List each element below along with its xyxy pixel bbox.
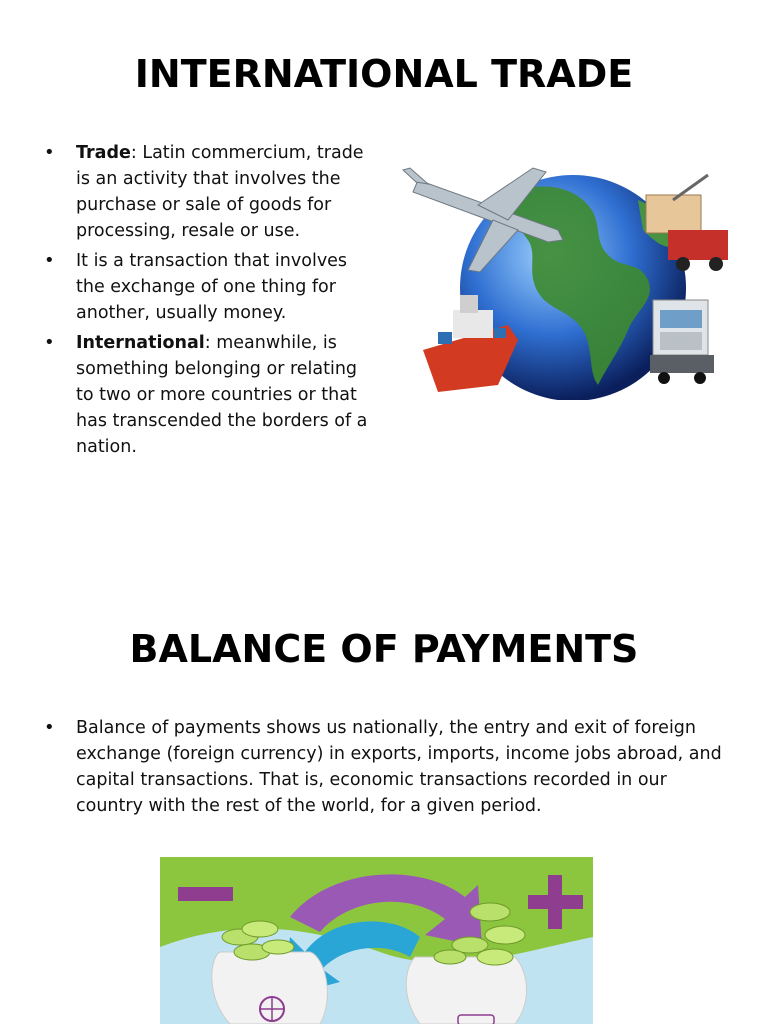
slide1-title: INTERNATIONAL TRADE <box>134 52 634 96</box>
bullet-text: : meanwhile, is something belonging or relating to two or more countries or that has transcended the borders of a nation. <box>76 333 368 457</box>
globe-with-transport-icon <box>398 160 748 400</box>
bullet-text: : Latin commercium, trade is an activity that involves the purchase or sale of goods for processing, resale or use. <box>76 143 364 241</box>
slide2-title: BALANCE OF PAYMENTS <box>129 627 639 671</box>
money-bags-exchange-icon <box>160 857 593 1024</box>
slide1-bullet-list <box>44 140 369 464</box>
bullet-item-transaction <box>44 248 369 326</box>
bullet-text: It is a transaction that involves the exchange of one thing for another, usually money. <box>76 251 348 323</box>
bullet-item-international <box>44 330 369 460</box>
bullet-term: International <box>76 333 205 353</box>
slide2-bullet-list <box>44 715 724 823</box>
bullet-item-balance <box>44 715 724 819</box>
bullet-text: Balance of payments shows us nationally, the entry and exit of foreign exchange (foreign currency) in exports, imports, income jobs abroad, and capital transactions. That is, economic transactions recorded in our country with the rest of the world, for a given period. <box>76 718 722 816</box>
bullet-item-trade <box>44 140 369 244</box>
bullet-term: Trade <box>76 143 131 163</box>
